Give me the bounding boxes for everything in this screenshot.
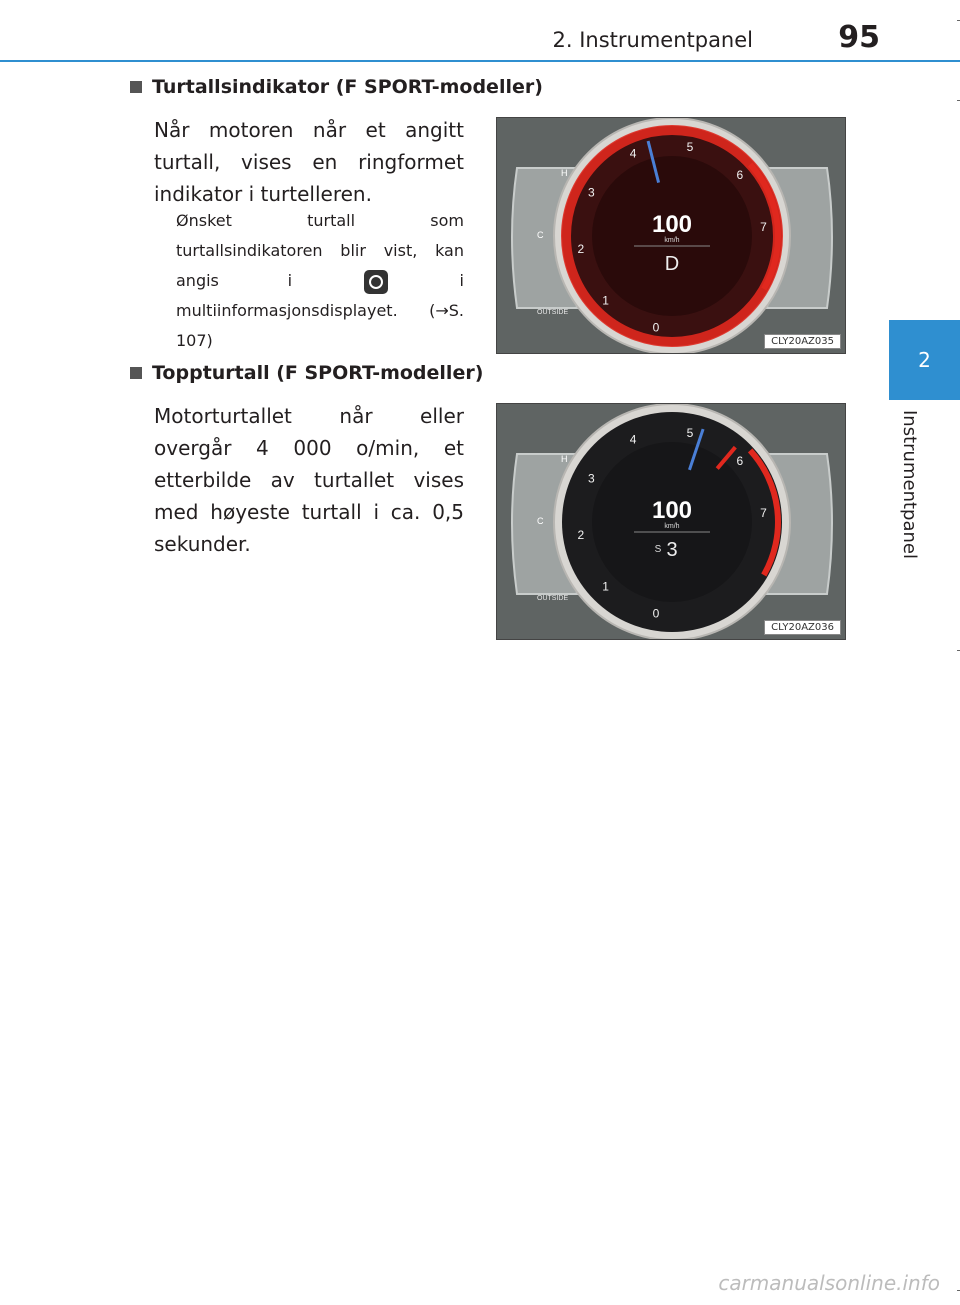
- outside-label: OUTSIDE: [537, 595, 569, 602]
- speed-unit: km/h: [664, 523, 680, 530]
- section-heading-text: Turtallsindikator (F SPORT-modeller): [152, 76, 543, 98]
- left-mark-h: H: [561, 454, 568, 464]
- section-heading-text: Toppturtall (F SPORT-modeller): [152, 362, 484, 384]
- figure-peak-rpm: [496, 403, 846, 640]
- chapter-title: 2. Instrumentpanel: [552, 28, 753, 52]
- figure-rpm-indicator: [496, 117, 846, 354]
- tick-label: 0: [652, 606, 660, 621]
- note-text-after: i multiinformasjonsdisplayet. (→S. 107): [176, 271, 464, 350]
- gauge-illustration: [497, 118, 846, 354]
- tick-label: 1: [602, 579, 609, 594]
- chapter-tab[interactable]: 2: [889, 320, 960, 400]
- gear-mode: S: [654, 544, 662, 555]
- tick-label: 2: [577, 528, 585, 543]
- tick-label: 6: [736, 167, 744, 182]
- tick-label: 3: [587, 185, 595, 200]
- section-heading-peak-rpm: [130, 362, 483, 384]
- section-heading-rpm-indicator: [130, 76, 543, 98]
- speed-readout: 100: [651, 211, 693, 238]
- chapter-tab-label: Instrumentpanel: [899, 410, 920, 559]
- gear-settings-icon: [364, 270, 388, 294]
- gauge-illustration: [497, 404, 846, 640]
- section2-body: Motorturtallet når eller overgår 4 000 o/min, et etterbilde av turtallet vises med høyeste turtall i ca. 0,5 sekunder.: [154, 404, 464, 556]
- gear-indicator: 3: [666, 539, 678, 561]
- section1-body: Når motoren når et angitt turtall, vises en ringformet indikator i turtelleren.: [154, 118, 464, 206]
- header-rule: [0, 60, 960, 62]
- tick-label: 1: [602, 293, 609, 308]
- tick-label: 6: [736, 453, 744, 468]
- tick-label: 5: [686, 425, 694, 440]
- tick-label: 0: [652, 320, 660, 335]
- outside-label: OUTSIDE: [537, 309, 569, 316]
- tick-label: 4: [629, 432, 637, 447]
- bullet-square-icon: [130, 367, 142, 379]
- tick-label: 5: [686, 139, 694, 154]
- tick-label: 2: [577, 242, 585, 257]
- note-text-before: Ønsket turtall som turtallsindikatoren blir vist, kan angis i: [176, 211, 464, 290]
- figure-code: CLY20AZ035: [764, 334, 841, 349]
- footer-watermark: carmanualsonline.info: [718, 1271, 940, 1295]
- chapter-tab-label-wrap: [896, 410, 926, 560]
- page-number: 95: [838, 20, 880, 55]
- bullet-square-icon: [130, 81, 142, 93]
- section1-note: [176, 206, 464, 356]
- left-mark-c: C: [537, 516, 544, 526]
- gear-indicator: D: [664, 253, 680, 275]
- speed-readout: 100: [651, 497, 693, 524]
- figure-code: CLY20AZ036: [764, 620, 841, 635]
- left-mark-h: H: [561, 168, 568, 178]
- speed-unit: km/h: [664, 237, 680, 244]
- tick-label: 7: [760, 505, 767, 520]
- left-mark-c: C: [537, 230, 544, 240]
- tick-label: 7: [760, 219, 767, 234]
- tick-label: 4: [629, 146, 637, 161]
- tick-label: 3: [587, 471, 595, 486]
